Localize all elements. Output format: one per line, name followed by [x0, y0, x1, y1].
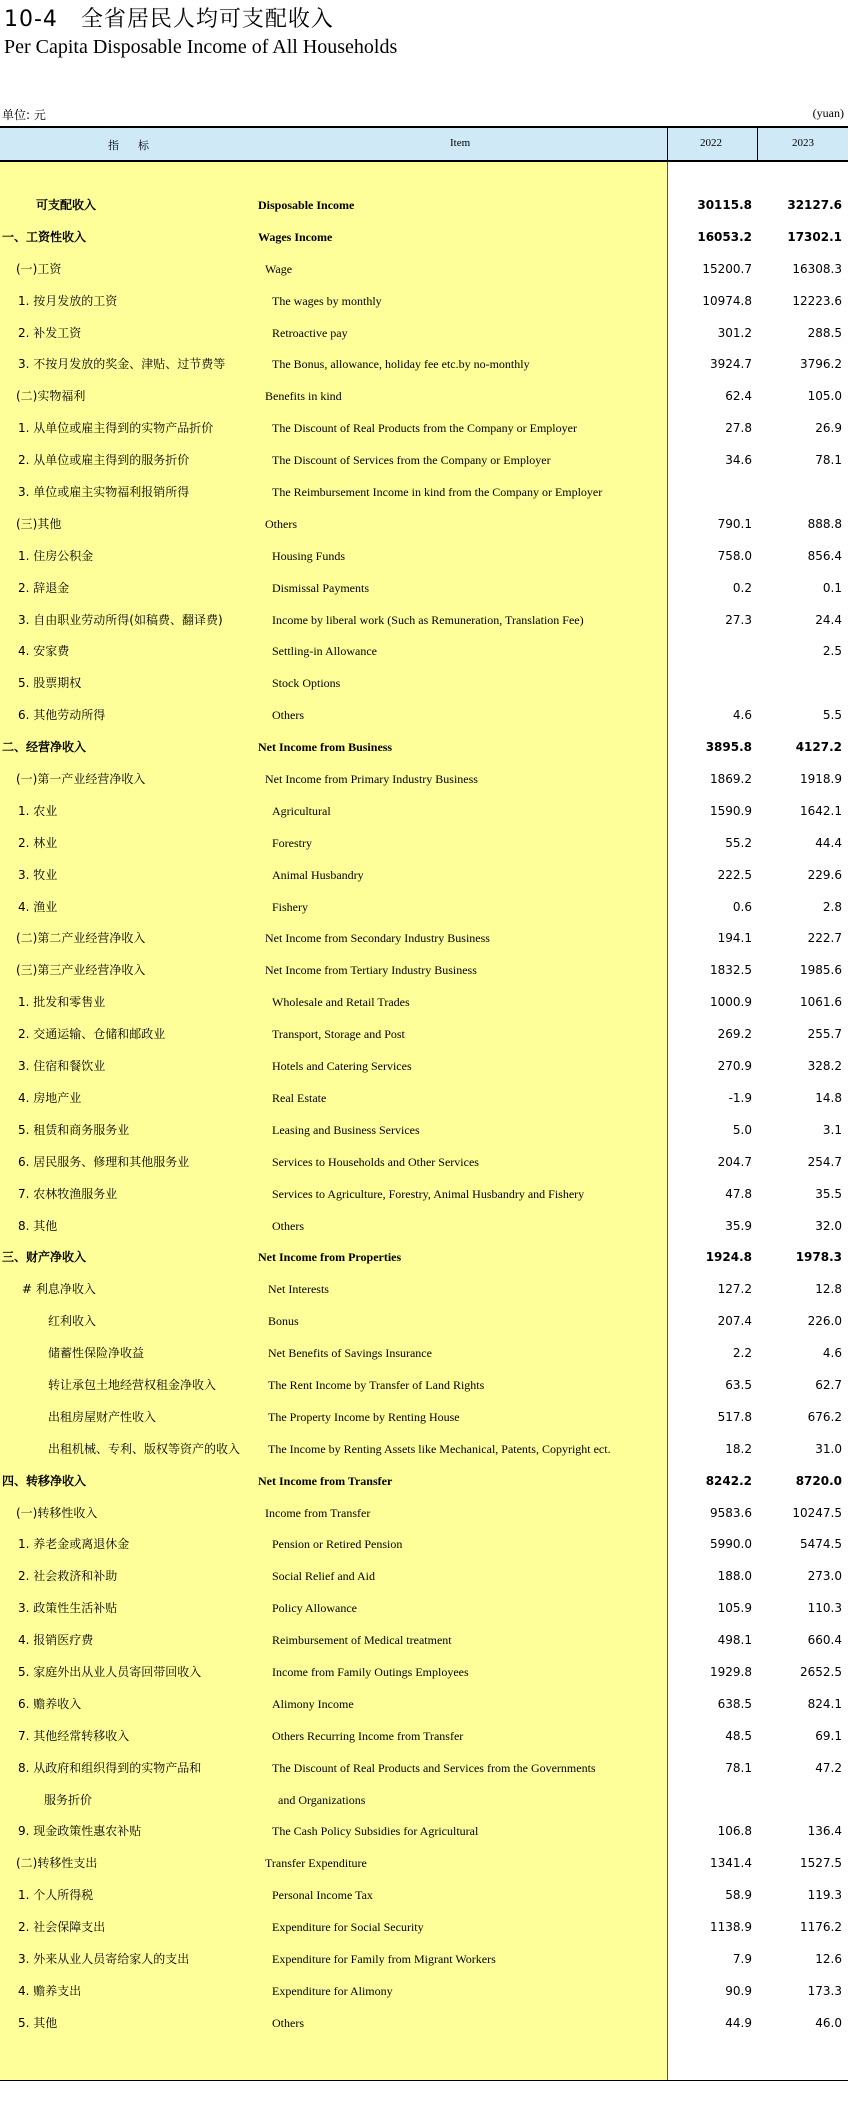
row-indicator-zh: 四、转移净收入: [2, 1473, 87, 1488]
row-value-2023: 2.5: [822, 644, 842, 659]
row-item-en: Pension or Retired Pension: [272, 1537, 403, 1552]
row-item-en: The Rent Income by Transfer of Land Rights: [268, 1377, 485, 1392]
row-item-en: Income by liberal work (Such as Remuneration, Translation Fee): [272, 612, 584, 627]
row-value-2023: 254.7: [807, 1154, 842, 1169]
row-value-2023: 26.9: [815, 421, 842, 436]
row-indicator-zh: 4. 安家费: [18, 644, 70, 659]
table-title-zh: 10-4 全省居民人均可支配收入: [4, 7, 334, 32]
row-value-2023: 12.8: [815, 1282, 842, 1297]
row-item-en: Transport, Storage and Post: [272, 1027, 405, 1042]
row-indicator-zh: (三)第三产业经营净收入: [16, 963, 146, 978]
table-row: [0, 892, 848, 924]
row-item-en: The Property Income by Renting House: [268, 1409, 460, 1424]
table-row: [0, 286, 848, 318]
row-item-en: The Cash Policy Subsidies for Agricultural: [272, 1824, 479, 1839]
row-indicator-zh: 7. 其他经常转移收入: [18, 1728, 130, 1743]
row-indicator-zh: 可支配收入: [36, 198, 97, 212]
row-indicator-zh: 5. 家庭外出从业人员寄回带回收入: [18, 1664, 202, 1679]
row-indicator-zh: 2. 社会保障支出: [18, 1920, 106, 1935]
row-indicator-zh: (二)实物福利: [16, 389, 86, 404]
table-row: [0, 1466, 848, 1498]
row-item-en: Net Income from Secondary Industry Business: [265, 931, 490, 946]
row-indicator-zh: 储蓄性保险净收益: [48, 1346, 145, 1361]
row-item-en: Animal Husbandry: [272, 867, 364, 882]
row-item-en: Others: [272, 708, 304, 723]
header-divider: [667, 128, 668, 160]
row-value-2022: 188.0: [717, 1569, 752, 1584]
row-value-2023: 69.1: [815, 1728, 842, 1743]
table-row: [0, 1976, 848, 2008]
row-value-2022: 517.8: [717, 1409, 752, 1424]
table-row: [0, 1625, 848, 1657]
row-value-2023: 3.1: [822, 1122, 842, 1137]
row-item-en: Net Interests: [268, 1282, 329, 1297]
table-row: [0, 190, 848, 222]
row-value-2023: 32127.6: [787, 198, 842, 212]
row-indicator-zh: 3. 单位或雇主实物福利报销所得: [18, 485, 190, 500]
row-value-2023: 1978.3: [795, 1250, 842, 1265]
row-value-2022: 48.5: [725, 1728, 752, 1743]
row-value-2023: 8720.0: [795, 1473, 842, 1488]
table-row: [0, 1274, 848, 1306]
row-value-2023: 888.8: [807, 516, 842, 531]
row-value-2023: 62.7: [815, 1377, 842, 1392]
table-row: [0, 1657, 848, 1689]
table-row: [0, 700, 848, 732]
row-item-en: Net Income from Primary Industry Business: [265, 772, 478, 787]
row-item-en: The wages by monthly: [272, 293, 382, 308]
row-value-2022: 106.8: [717, 1824, 752, 1839]
table-row: [0, 1019, 848, 1051]
table-row: [0, 222, 848, 254]
row-value-2023: 5.5: [822, 708, 842, 723]
table-row: [0, 1051, 848, 1083]
row-value-2023: 2.8: [822, 899, 842, 914]
header-year-2022: 2022: [700, 137, 722, 149]
table-row: [0, 349, 848, 381]
table-row: [0, 1753, 848, 1785]
row-value-2022: 47.8: [725, 1186, 752, 1201]
row-value-2022: 35.9: [725, 1218, 752, 1233]
row-value-2023: 173.3: [807, 1983, 842, 1998]
row-item-en: Wages Income: [258, 229, 333, 244]
row-value-2023: 0.1: [822, 580, 842, 595]
row-value-2022: 27.3: [725, 612, 752, 627]
row-value-2022: 7.9: [732, 1951, 752, 1966]
row-value-2022: 207.4: [717, 1314, 752, 1329]
row-value-2022: 204.7: [717, 1154, 752, 1169]
row-value-2022: 5990.0: [710, 1537, 752, 1552]
row-value-2022: 194.1: [717, 931, 752, 946]
row-value-2022: 222.5: [717, 867, 752, 882]
row-indicator-zh: (三)其他: [16, 516, 62, 531]
row-value-2022: 10974.8: [702, 293, 752, 308]
row-value-2023: 2652.5: [800, 1664, 842, 1679]
row-indicator-zh: 3. 住宿和餐饮业: [18, 1059, 106, 1074]
row-value-2023: 110.3: [807, 1601, 842, 1616]
table-row: [0, 668, 848, 700]
table-row: [0, 796, 848, 828]
row-value-2022: 3924.7: [710, 357, 752, 372]
table-header: [0, 126, 848, 162]
row-indicator-zh: 3. 牧业: [18, 867, 58, 882]
row-item-en: Policy Allowance: [272, 1601, 357, 1616]
table-row: [0, 1816, 848, 1848]
row-item-en: Real Estate: [272, 1090, 327, 1105]
row-item-en: Expenditure for Alimony: [272, 1983, 393, 1998]
table-row: [0, 1593, 848, 1625]
table-row: [0, 1944, 848, 1976]
header-item: Item: [450, 137, 471, 149]
row-value-2023: 1918.9: [800, 772, 842, 787]
row-indicator-zh: 9. 现金政策性惠农补贴: [18, 1824, 142, 1839]
row-item-en: Net Income from Tertiary Industry Business: [265, 963, 477, 978]
table-row: [0, 1083, 848, 1115]
row-item-en: Transfer Expenditure: [265, 1856, 367, 1871]
row-value-2023: 44.4: [815, 835, 842, 850]
row-item-en: Services to Agriculture, Forestry, Animal Husbandry and Fishery: [272, 1186, 585, 1201]
row-value-2022: 498.1: [717, 1633, 752, 1648]
row-value-2022: 638.5: [717, 1696, 752, 1711]
row-item-en: Others: [272, 1218, 304, 1233]
row-value-2023: 3796.2: [800, 357, 842, 372]
row-value-2023: 226.0: [807, 1314, 842, 1329]
row-item-en: Net Income from Properties: [258, 1250, 402, 1265]
table-row: [0, 1498, 848, 1530]
row-value-2022: 270.9: [717, 1059, 752, 1074]
row-item-en: Housing Funds: [272, 548, 346, 563]
row-value-2023: 119.3: [807, 1888, 842, 1903]
row-indicator-zh: 1. 住房公积金: [18, 548, 94, 563]
row-item-en: Reimbursement of Medical treatment: [272, 1633, 452, 1648]
table-row: [0, 1721, 848, 1753]
row-indicator-zh: 4. 报销医疗费: [18, 1633, 94, 1648]
row-item-en: Others Recurring Income from Transfer: [272, 1728, 464, 1743]
row-value-2023: 16308.3: [792, 261, 842, 276]
row-item-en: Wage: [265, 261, 293, 276]
table-row: [0, 413, 848, 445]
table-row: [0, 1179, 848, 1211]
row-indicator-zh: 1. 农业: [18, 803, 58, 818]
row-value-2022: 62.4: [725, 389, 752, 404]
row-indicator-zh: 3. 政策性生活补贴: [18, 1601, 118, 1616]
row-indicator-zh: (一)工资: [16, 261, 62, 276]
row-item-en: Income from Family Outings Employees: [272, 1664, 469, 1679]
row-value-2023: 288.5: [807, 325, 842, 340]
row-indicator-zh: # 利息净收入: [22, 1282, 96, 1297]
table-row: [0, 860, 848, 892]
row-value-2022: 790.1: [717, 516, 752, 531]
row-value-2023: 4.6: [822, 1346, 842, 1361]
row-value-2023: 1642.1: [800, 803, 842, 818]
table-row: [0, 1912, 848, 1944]
row-item-en: Forestry: [272, 835, 312, 850]
row-value-2023: 78.1: [815, 453, 842, 468]
row-item-en: Stock Options: [272, 676, 341, 691]
row-indicator-zh: 4. 渔业: [18, 899, 58, 914]
row-value-2022: 1000.9: [710, 995, 752, 1010]
table-row: [0, 1561, 848, 1593]
row-value-2023: 255.7: [807, 1027, 842, 1042]
row-item-en: Alimony Income: [272, 1696, 354, 1711]
row-item-en: Social Relief and Aid: [272, 1569, 375, 1584]
table-row: [0, 1880, 848, 1912]
table-row: [0, 1689, 848, 1721]
row-item-en: Net Income from Business: [258, 740, 393, 755]
table-row: [0, 1242, 848, 1274]
table-row: [0, 923, 848, 955]
row-value-2023: 31.0: [815, 1441, 842, 1456]
row-value-2023: 5474.5: [800, 1537, 842, 1552]
row-indicator-zh: 三、财产净收入: [2, 1250, 87, 1265]
row-value-2022: 2.2: [732, 1346, 752, 1361]
row-item-en: Net Income from Transfer: [258, 1473, 393, 1488]
row-indicator-zh: 转让承包土地经营权租金净收入: [48, 1377, 217, 1392]
row-value-2023: 47.2: [815, 1760, 842, 1775]
row-item-en: and Organizations: [278, 1792, 366, 1807]
row-item-en: The Discount of Real Products and Services from the Governments: [272, 1760, 596, 1775]
row-value-2023: 273.0: [807, 1569, 842, 1584]
table-row: [0, 381, 848, 413]
row-item-en: Services to Households and Other Services: [272, 1154, 479, 1169]
row-indicator-zh: 3. 外来从业人员寄给家人的支出: [18, 1951, 190, 1966]
row-value-2023: 824.1: [807, 1696, 842, 1711]
row-item-en: Leasing and Business Services: [272, 1122, 420, 1137]
row-value-2022: 127.2: [717, 1282, 752, 1297]
row-value-2022: 1138.9: [710, 1920, 752, 1935]
row-value-2023: 1527.5: [800, 1856, 842, 1871]
row-value-2022: 78.1: [725, 1760, 752, 1775]
row-value-2023: 328.2: [807, 1059, 842, 1074]
table-row: [0, 1211, 848, 1243]
table-row: [0, 828, 848, 860]
row-indicator-zh: 7. 农林牧渔服务业: [18, 1186, 118, 1201]
row-indicator-zh: 8. 从政府和组织得到的实物产品和: [18, 1760, 202, 1775]
row-indicator-zh: 1. 个人所得税: [18, 1888, 94, 1903]
row-indicator-zh: 5. 其他: [18, 2015, 58, 2030]
row-indicator-zh: (二)转移性支出: [16, 1856, 98, 1871]
row-value-2023: 136.4: [807, 1824, 842, 1839]
row-value-2022: 58.9: [725, 1888, 752, 1903]
row-value-2023: 12.6: [815, 1951, 842, 1966]
header-divider: [757, 128, 758, 160]
row-item-en: The Discount of Services from the Company or Employer: [272, 453, 551, 468]
row-value-2023: 1985.6: [800, 963, 842, 978]
row-value-2023: 12223.6: [792, 293, 842, 308]
row-item-en: Hotels and Catering Services: [272, 1059, 412, 1074]
table-row: [0, 605, 848, 637]
row-item-en: Others: [265, 516, 297, 531]
row-indicator-zh: 4. 房地产业: [18, 1090, 82, 1105]
table-row: [0, 509, 848, 541]
row-indicator-zh: 2. 林业: [18, 835, 58, 850]
row-indicator-zh: 2. 从单位或雇主得到的服务折价: [18, 453, 190, 468]
row-value-2023: 32.0: [815, 1218, 842, 1233]
table-row: [0, 1115, 848, 1147]
row-indicator-zh: (一)第一产业经营净收入: [16, 772, 146, 787]
table-row: [0, 1785, 848, 1817]
table-row: [0, 955, 848, 987]
row-indicator-zh: 2. 辞退金: [18, 580, 70, 595]
row-value-2022: 16053.2: [697, 229, 752, 244]
row-item-en: Benefits in kind: [265, 389, 342, 404]
row-indicator-zh: 1. 养老金或离退休金: [18, 1537, 130, 1552]
row-indicator-zh: 4. 赡养支出: [18, 1983, 82, 1998]
row-indicator-zh: 1. 从单位或雇主得到的实物产品折价: [18, 421, 214, 436]
row-value-2023: 4127.2: [795, 740, 842, 755]
table-row: [0, 636, 848, 668]
unit-label: 单位: 元: [2, 108, 46, 122]
table-title-en: Per Capita Disposable Income of All Households: [4, 36, 398, 58]
row-indicator-zh: 6. 其他劳动所得: [18, 708, 106, 723]
row-indicator-zh: 服务折价: [44, 1792, 93, 1807]
row-item-en: Settling-in Allowance: [272, 644, 377, 659]
row-item-en: Retroactive pay: [272, 325, 348, 340]
row-value-2022: 63.5: [725, 1377, 752, 1392]
row-indicator-zh: 出租房屋财产性收入: [48, 1409, 157, 1424]
unit-label-en: (yuan): [812, 106, 844, 120]
table-row: [0, 541, 848, 573]
row-indicator-zh: 6. 赡养收入: [18, 1696, 82, 1711]
header-indicator: 指 标: [108, 139, 153, 152]
row-value-2023: 660.4: [807, 1633, 842, 1648]
row-indicator-zh: 3. 不按月发放的奖金、津贴、过节费等: [18, 357, 226, 372]
row-item-en: The Bonus, allowance, holiday fee etc.by no-monthly: [272, 357, 530, 372]
row-value-2022: 0.6: [732, 899, 752, 914]
table-row: [0, 987, 848, 1019]
row-value-2023: 222.7: [807, 931, 842, 946]
row-item-en: Others: [272, 2015, 304, 2030]
row-value-2022: 9583.6: [710, 1505, 752, 1520]
row-value-2023: 46.0: [815, 2015, 842, 2030]
row-indicator-zh: 2. 交通运输、仓储和邮政业: [18, 1027, 166, 1042]
row-indicator-zh: 2. 补发工资: [18, 325, 82, 340]
row-value-2022: 1929.8: [710, 1664, 752, 1679]
row-indicator-zh: 2. 社会救济和补助: [18, 1569, 118, 1584]
row-item-en: Bonus: [268, 1314, 299, 1329]
row-value-2023: 105.0: [807, 389, 842, 404]
row-item-en: Disposable Income: [258, 198, 355, 212]
table-row: [0, 764, 848, 796]
row-item-en: Income from Transfer: [265, 1505, 371, 1520]
row-value-2023: 856.4: [807, 548, 842, 563]
row-indicator-zh: 出租机械、专利、版权等资产的收入: [48, 1441, 241, 1456]
row-value-2022: 90.9: [725, 1983, 752, 1998]
row-indicator-zh: 1. 批发和零售业: [18, 995, 106, 1010]
row-value-2022: 44.9: [725, 2015, 752, 2030]
row-value-2023: 17302.1: [787, 229, 842, 244]
row-indicator-zh: 3. 自由职业劳动所得(如稿费、翻译费): [18, 612, 223, 627]
table-row: [0, 1306, 848, 1338]
table-row: [0, 1848, 848, 1880]
row-indicator-zh: (一)转移性收入: [16, 1505, 98, 1520]
row-item-en: The Income by Renting Assets like Mechanical, Patents, Copyright ect.: [268, 1441, 611, 1456]
row-item-en: Fishery: [272, 899, 308, 914]
row-value-2022: 1341.4: [710, 1856, 752, 1871]
table-bottom-rule: [0, 2080, 848, 2081]
row-item-en: The Reimbursement Income in kind from the Company or Employer: [272, 485, 603, 500]
row-value-2023: 14.8: [815, 1090, 842, 1105]
row-value-2022: 4.6: [732, 708, 752, 723]
row-value-2023: 10247.5: [792, 1505, 842, 1520]
row-item-en: Wholesale and Retail Trades: [272, 995, 410, 1010]
row-indicator-zh: 8. 其他: [18, 1218, 58, 1233]
table-row: [0, 445, 848, 477]
row-value-2022: 15200.7: [702, 261, 752, 276]
row-indicator-zh: 6. 居民服务、修理和其他服务业: [18, 1154, 190, 1169]
header-year-2023: 2023: [792, 137, 814, 149]
table-row: [0, 732, 848, 764]
table-row: [0, 318, 848, 350]
row-value-2023: 1061.6: [800, 995, 842, 1010]
row-value-2022: 8242.2: [705, 1473, 752, 1488]
row-value-2022: 1869.2: [710, 772, 752, 787]
row-value-2022: 758.0: [717, 548, 752, 563]
table-row: [0, 1147, 848, 1179]
row-value-2022: 27.8: [725, 421, 752, 436]
row-indicator-zh: 二、经营净收入: [2, 740, 87, 755]
table-body: [0, 190, 848, 2040]
row-value-2022: 30115.8: [697, 198, 752, 212]
row-value-2022: -1.9: [728, 1090, 752, 1105]
row-value-2023: 1176.2: [800, 1920, 842, 1935]
row-value-2023: 24.4: [815, 612, 842, 627]
row-item-en: Expenditure for Social Security: [272, 1920, 424, 1935]
row-value-2022: 18.2: [725, 1441, 752, 1456]
row-item-en: Net Benefits of Savings Insurance: [268, 1346, 432, 1361]
row-value-2022: 0.2: [732, 580, 752, 595]
row-item-en: The Discount of Real Products from the Company or Employer: [272, 421, 577, 436]
table-row: [0, 1529, 848, 1561]
table-row: [0, 1338, 848, 1370]
row-value-2023: 229.6: [807, 867, 842, 882]
row-value-2022: 269.2: [717, 1027, 752, 1042]
row-indicator-zh: 红利收入: [48, 1314, 97, 1329]
row-value-2023: 35.5: [815, 1186, 842, 1201]
table-row: [0, 1434, 848, 1466]
row-item-en: Dismissal Payments: [272, 580, 370, 595]
row-indicator-zh: 5. 股票期权: [18, 676, 82, 691]
row-value-2022: 5.0: [732, 1122, 752, 1137]
table-row: [0, 254, 848, 286]
row-indicator-zh: (二)第二产业经营净收入: [16, 931, 146, 946]
row-item-en: Agricultural: [272, 803, 331, 818]
row-value-2022: 1924.8: [705, 1250, 752, 1265]
table-row: [0, 1370, 848, 1402]
row-indicator-zh: 5. 租赁和商务服务业: [18, 1122, 130, 1137]
row-item-en: Expenditure for Family from Migrant Workers: [272, 1951, 496, 1966]
row-value-2022: 301.2: [717, 325, 752, 340]
row-indicator-zh: 1. 按月发放的工资: [18, 293, 118, 308]
row-value-2023: 676.2: [807, 1409, 842, 1424]
row-indicator-zh: 一、工资性收入: [2, 229, 87, 244]
row-value-2022: 1832.5: [710, 963, 752, 978]
row-value-2022: 1590.9: [710, 803, 752, 818]
row-value-2022: 34.6: [725, 453, 752, 468]
row-value-2022: 105.9: [717, 1601, 752, 1616]
row-value-2022: 55.2: [725, 835, 752, 850]
table-row: [0, 2008, 848, 2040]
table-row: [0, 477, 848, 509]
row-item-en: Personal Income Tax: [272, 1888, 373, 1903]
table-row: [0, 1402, 848, 1434]
table-row: [0, 573, 848, 605]
row-value-2022: 3895.8: [705, 740, 752, 755]
